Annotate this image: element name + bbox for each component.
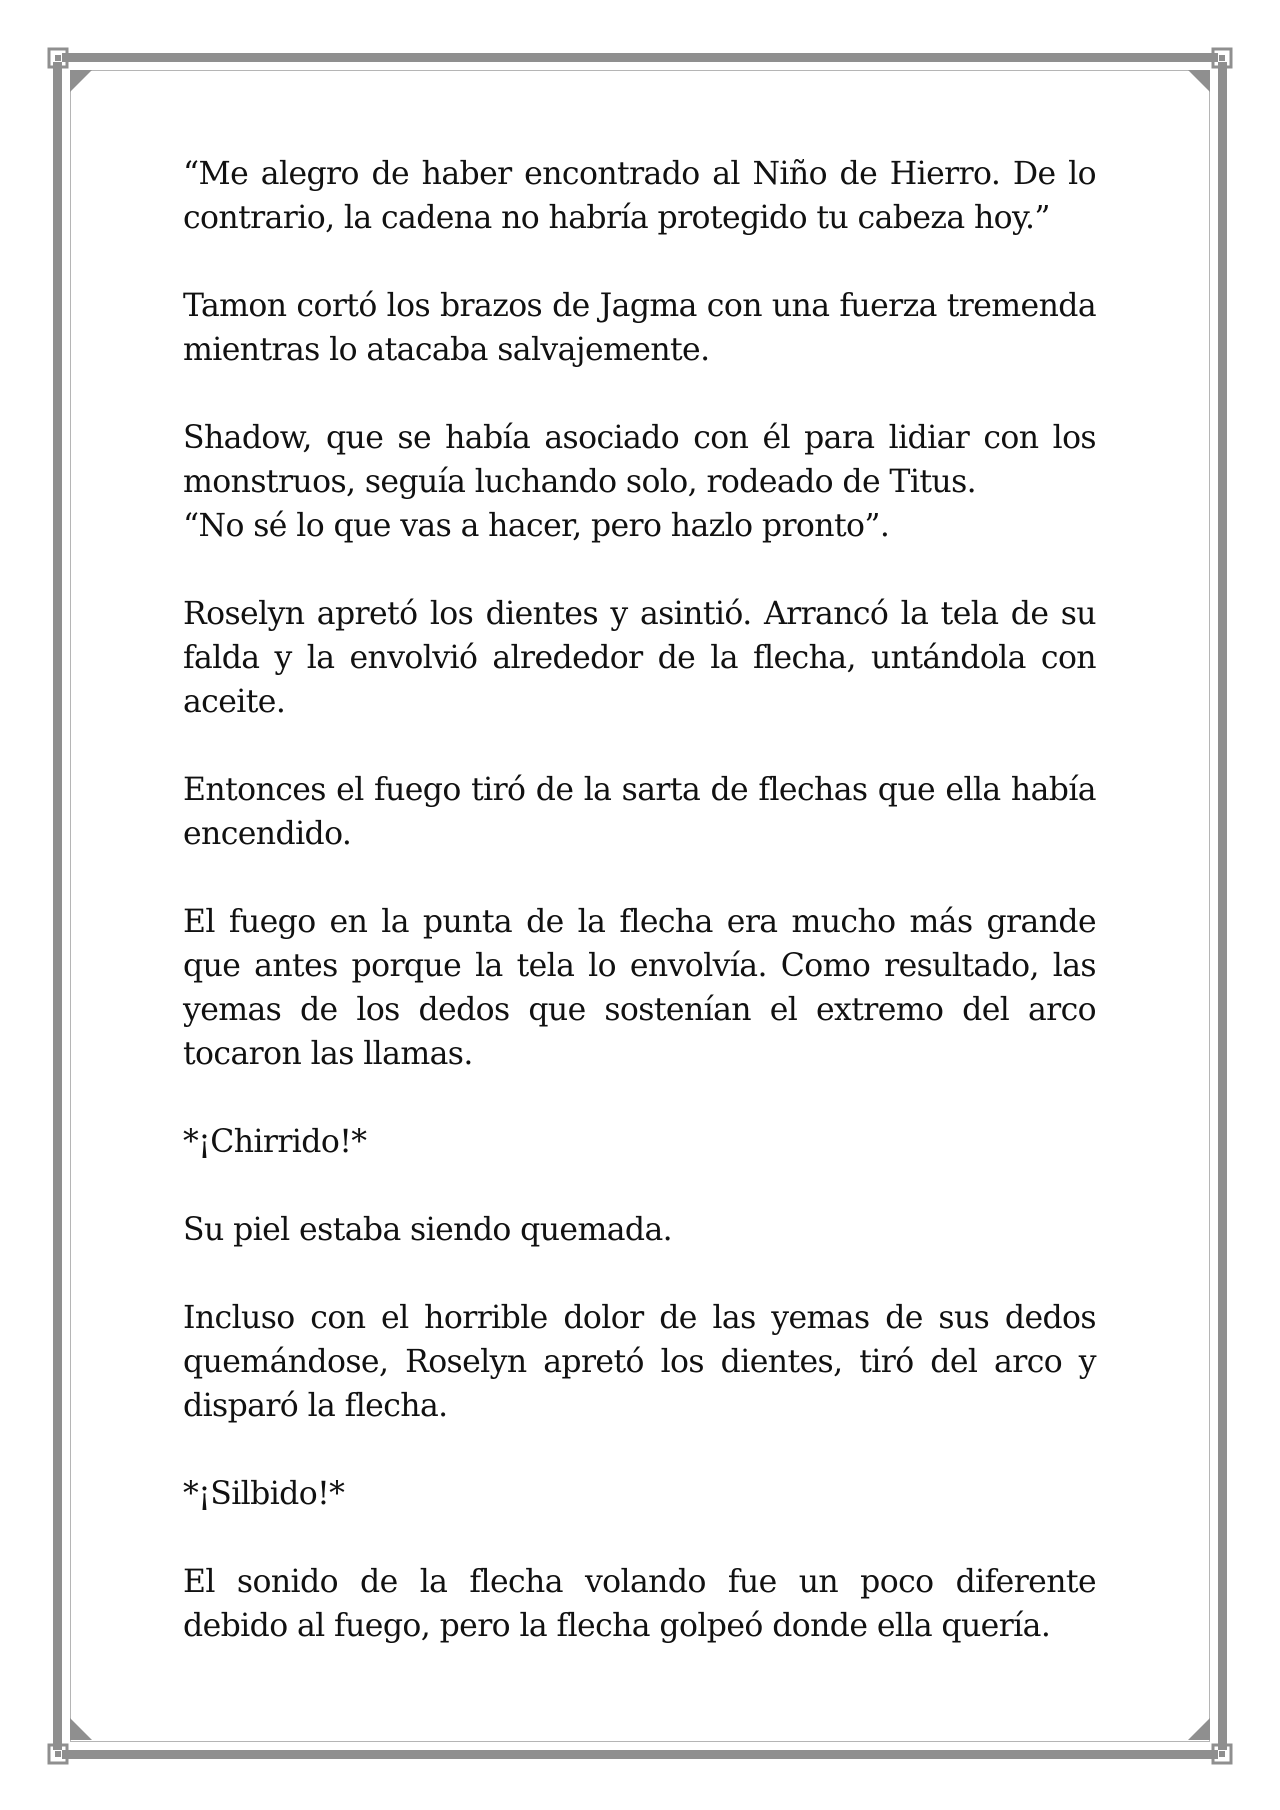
corner-triangle-icon (1188, 1718, 1210, 1740)
paragraph-line: Entonces el fuego tiró de la sarta de flechas que ella había encendido. (183, 772, 1096, 852)
paragraph-line: Roselyn apretó los dientes y asintió. Arrancó la tela de su falda y la envolvió alrededor de la flecha, untándola con aceite. (183, 596, 1096, 720)
paragraph-4 (183, 592, 1096, 724)
sound-effect-text: *¡Chirrido!* (183, 1124, 367, 1160)
paragraph-7 (183, 1120, 1096, 1164)
corner-triangle-icon (1188, 70, 1210, 92)
paragraph-2 (183, 284, 1096, 372)
paragraph-line: Tamon cortó los brazos de Jagma con una fuerza tremenda mientras lo atacaba salvajemente. (183, 288, 1096, 368)
paragraph-6 (183, 900, 1096, 1076)
paragraph-5 (183, 768, 1096, 856)
paragraph-line: “Me alegro de haber encontrado al Niño de Hierro. De lo contrario, la cadena no habría protegido tu cabeza hoy.” (183, 156, 1096, 236)
corner-triangle-icon (70, 1718, 92, 1740)
paragraph-3 (183, 416, 1096, 548)
paragraph-line: Incluso con el horrible dolor de las yemas de sus dedos quemándose, Roselyn apretó los dientes, tiró del arco y disparó la flecha. (183, 1300, 1096, 1424)
page-body-text (183, 152, 1096, 1692)
corner-ornament-icon (47, 1743, 69, 1765)
paragraph-9 (183, 1296, 1096, 1428)
paragraph-10 (183, 1472, 1096, 1516)
corner-ornament-icon (47, 47, 69, 69)
corner-ornament-icon (1211, 1743, 1233, 1765)
corner-ornament-icon (1211, 47, 1233, 69)
paragraph-1 (183, 152, 1096, 240)
frame-top-border (62, 53, 1218, 62)
frame-left-border (53, 62, 62, 1750)
paragraph-line: Shadow, que se había asociado con él para lidiar con los monstruos, seguía luchando solo, rodeado de Titus. (183, 420, 1096, 500)
paragraph-11 (183, 1560, 1096, 1648)
frame-bottom-border (62, 1750, 1218, 1759)
paragraph-8 (183, 1208, 1096, 1252)
paragraph-line: El fuego en la punta de la flecha era mucho más grande que antes porque la tela lo envolvía. Como resultado, las yemas de los dedos que sostenían el extremo del arco tocaron las llamas. (183, 904, 1096, 1072)
paragraph-line: El sonido de la flecha volando fue un poco diferente debido al fuego, pero la flecha golpeó donde ella quería. (183, 1564, 1096, 1644)
paragraph-line: Su piel estaba siendo quemada. (183, 1212, 673, 1248)
corner-triangle-icon (70, 70, 92, 92)
sound-effect-text: *¡Silbido!* (183, 1476, 345, 1512)
paragraph-line: “No sé lo que vas a hacer, pero hazlo pronto”. (183, 508, 890, 544)
frame-right-border (1218, 62, 1227, 1750)
